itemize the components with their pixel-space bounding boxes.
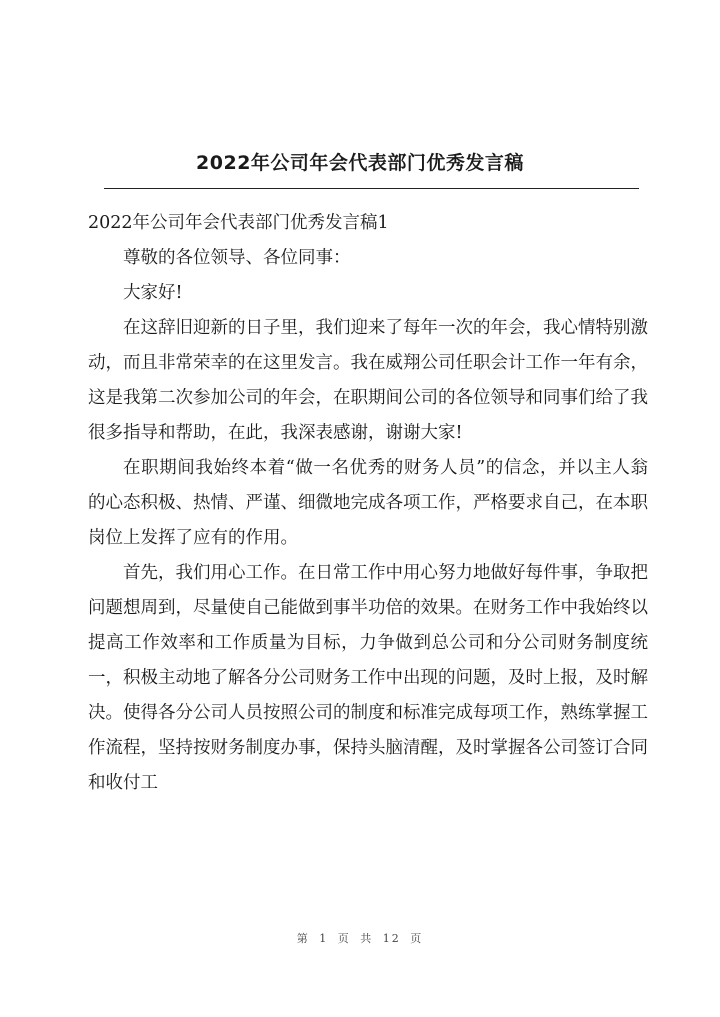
paragraph-intro: 在这辞旧迎新的日子里，我们迎来了每年一次的年会，我心情特别激动，而且非常荣幸的在这里发言。我在威翔公司任职会计工作一年有余，这是我第二次参加公司的年会，在职期间公司的各位领导和同事们给了我很多指导和帮助，在此，我深表感谢，谢谢大家! xyxy=(88,318,648,443)
paragraph-greeting: 大家好! xyxy=(123,283,183,303)
paragraph-salutation: 尊敬的各位领导、各位同事： xyxy=(123,248,351,268)
section-heading: 2022年公司年会代表部门优秀发言稿1 xyxy=(88,213,389,233)
page-footer: 第 1 页 共 12 页 xyxy=(296,932,424,945)
title-divider xyxy=(104,188,639,189)
paragraph-first-point: 首先，我们用心工作。在日常工作中用心努力地做好每件事，争取把问题想周到，尽量使自己能做到事半功倍的效果。在财务工作中我始终以提高工作效率和工作质量为目标，力争做到总公司和分公司财务制度统一，积极主动地了解各分公司财务工作中出现的问题，及时上报，及时解决。使得各分公司人员按照公司的制度和标准完成每项工作，熟练掌握工作流程，坚持按财务制度办事，保持头脑清醒，及时掌握各公司签订合同和收付工 xyxy=(88,563,648,793)
paragraph-belief: 在职期间我始终本着“做一名优秀的财务人员”的信念，并以主人翁的心态积极、热情、严谨、细微地完成各项工作，严格要求自己，在本职岗位上发挥了应有的作用。 xyxy=(88,458,648,548)
document-title: 2022年公司年会代表部门优秀发言稿 xyxy=(196,152,524,174)
document-body xyxy=(88,206,648,801)
